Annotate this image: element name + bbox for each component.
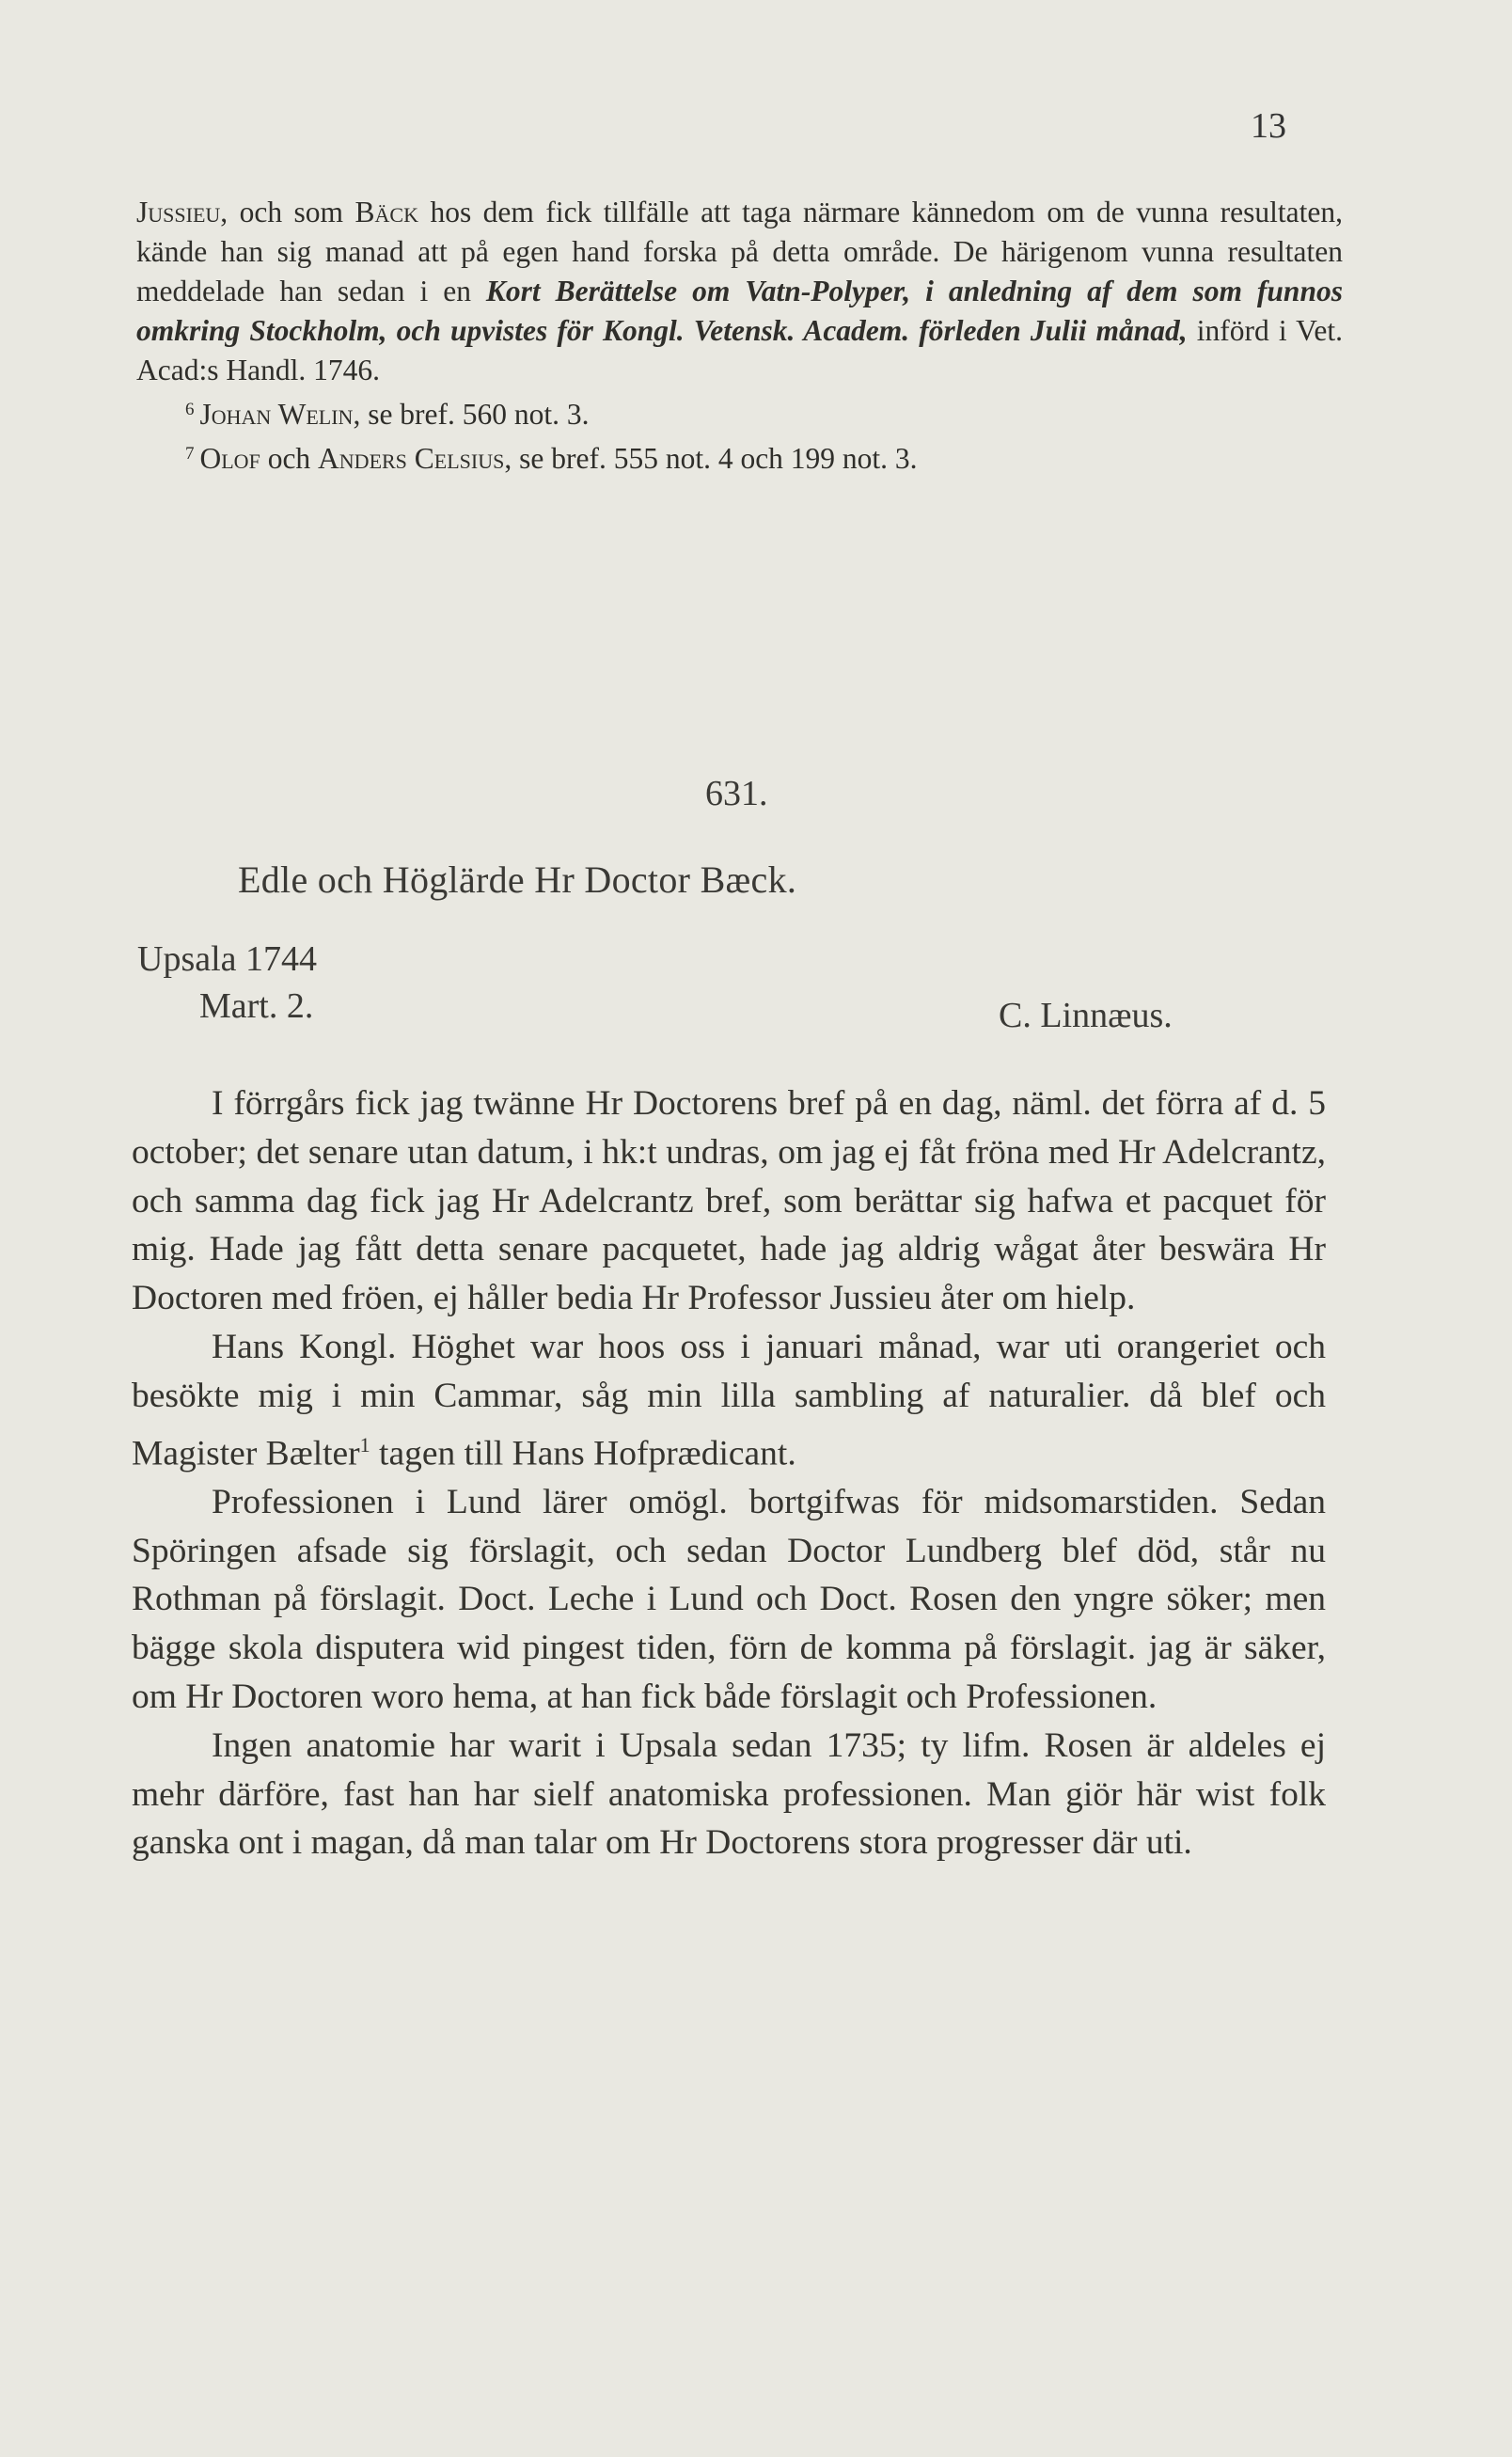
person-name: Jussieu — [136, 196, 221, 228]
footnote-7: $^7$ Olof och Anders Celsius, se bref. 555 not. 4 och 199 not. 3. — [185, 442, 918, 475]
place: Upsala 1744 — [137, 939, 318, 979]
footnotes — [136, 193, 1343, 479]
page-number: 13 — [1251, 106, 1286, 146]
date: Mart. 2. — [199, 986, 314, 1026]
paragraph: Professionen i Lund lärer omögl. bortgifwas för midsomarstiden. Sedan Spöringen afsade sig förslagit, och sedan Doctor Lundberg blef död, står nu Rothman på förslagit. Doct. Leche i Lund och Doct. Rosen den yngre söker; men bägge skola disputera wid pingest tiden, förn de komma på förslagit. jag är säker, om Hr Doctoren woro hema, at han fick både förslagit och Professionen. — [132, 1482, 1326, 1717]
letter-body — [132, 1079, 1326, 1867]
letter-salutation: Edle och Höglärde Hr Doctor Bæck. — [238, 858, 797, 901]
footnote-continuation: Jussieu, och som Bäck hos dem fick tillfälle att taga närmare kännedom om de vunna resultaten, kände han sig manad att på egen hand forska på detta område. De härigenom vunna resultaten meddelade han sedan i en Kort Berättelse om Vatn-Polyper, i anledning af dem som funnos omkring Stockholm, och upvistes för Kongl. Vetensk. Academ. förleden Julii månad, införd i Vet. Acad:s Handl. 1746. — [136, 196, 1343, 386]
person-name: Johan Welin — [199, 398, 354, 431]
footnote-marker: 6 — [185, 400, 195, 419]
person-name: Anders Celsius — [318, 442, 505, 475]
footnote-marker: 1 — [359, 1432, 370, 1457]
paragraph: Ingen anatomie har warit i Upsala sedan 1735; ty lifm. Rosen är aldeles ej mehr därföre, fast han har sielf anatomiska professionen. Man giör här wist folk ganska ont i magan, då man talar om Hr Doctorens stora progresser där uti. — [132, 1725, 1326, 1863]
person-name: Bäck — [354, 196, 418, 228]
italic-title: Kort Berättelse om Vatn-Polyper, i anledning af dem som funnos omkring Stockholm, och upvistes för Kongl. Vetensk. Academ. förleden Julii månad, — [136, 275, 1343, 347]
footnote-6: $^6$ Johan Welin, se bref. 560 not. 3. — [185, 398, 590, 431]
footnote-marker: 7 — [185, 444, 195, 464]
paragraph: I förrgårs fick jag twänne Hr Doctorens bref på en dag, näml. det förra af d. 5 october; det senare utan datum, i hk:t undras, om jag ej fåt fröna med Hr Adelcrantz, och samma dag fick jag Hr Adelcrantz bref, som berättar sig hafwa et pacquet för mig. Hade jag fått detta senare pacquetet, hade jag aldrig wågat åter beswära Hr Doctoren med fröen, ej håller bedia Hr Professor Jussieu åter om hielp. — [132, 1084, 1326, 1318]
place-date — [137, 936, 317, 1030]
letter-number: 631. — [705, 774, 768, 813]
paragraph: Hans Kongl. Höghet war hoos oss i januari månad, war uti orangeriet och besökte mig i min Cammar, såg min lilla sambling af naturalier. då blef och Magister Bælter$^1$ tagen till Hans Hofprædicant. — [132, 1327, 1326, 1473]
signature: C. Linnæus. — [999, 996, 1173, 1035]
person-name: Olof — [199, 442, 260, 475]
